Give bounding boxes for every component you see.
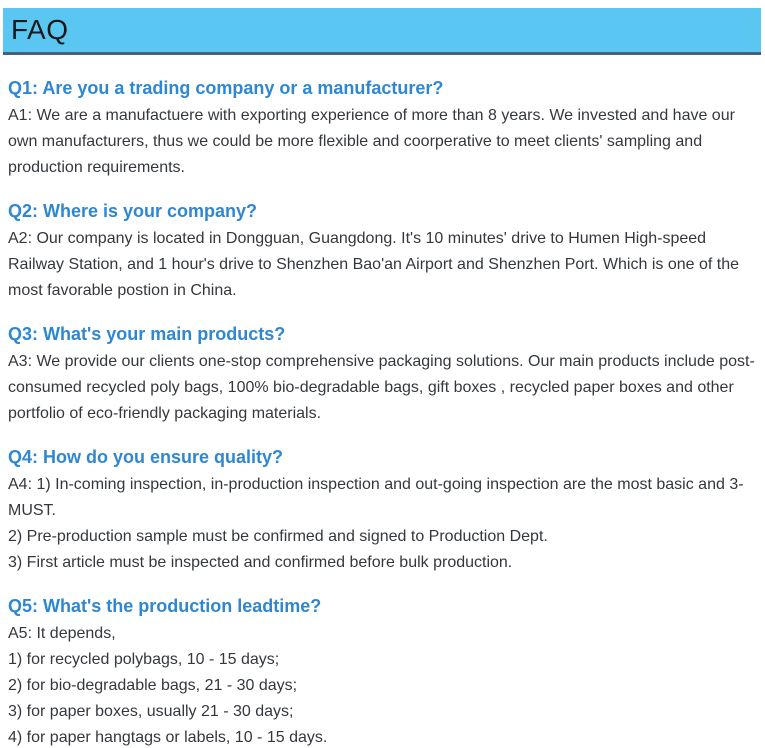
faq-item-4 — [8, 446, 757, 576]
faq-item-2 — [8, 200, 757, 304]
faq-item-3 — [8, 323, 757, 427]
faq-answer-5-line-4: 3) for paper boxes, usually 21 - 30 days; — [8, 703, 294, 720]
faq-question-2: Q2: Where is your company? — [8, 201, 258, 221]
faq-section-title: FAQ — [11, 14, 69, 45]
faq-question-5: Q5: What's the production leadtime? — [8, 596, 322, 616]
faq-answer-4-line-3: 3) First article must be inspected and confirmed before bulk production. — [8, 554, 513, 571]
faq-answer-4-line-2: 2) Pre-production sample must be confirmed and signed to Production Dept. — [8, 528, 548, 545]
faq-item-1 — [8, 77, 757, 181]
faq-answer-5-line-5: 4) for paper hangtags or labels, 10 - 15 days. — [8, 729, 328, 746]
faq-answer-5-line-1: A5: It depends, — [8, 625, 116, 642]
faq-answer-5-line-3: 2) for bio-degradable bags, 21 - 30 days; — [8, 677, 298, 694]
faq-section-header — [3, 8, 761, 55]
faq-answer-4-line-1: A4: 1) In-coming inspection, in-production inspection and out-going inspection are the most basic and 3-MUST. — [8, 476, 744, 519]
faq-content — [0, 55, 765, 748]
faq-question-1: Q1: Are you a trading company or a manufacturer? — [8, 78, 444, 98]
faq-item-5 — [8, 595, 757, 748]
faq-answer-3: A3: We provide our clients one-stop comprehensive packaging solutions. Our main products include post-consumed recycled poly bags, 100% bio-degradable bags, gift boxes , recycled paper boxes and other portfolio of eco-friendly packaging materials. — [8, 353, 755, 422]
faq-answer-2: A2: Our company is located in Dongguan, Guangdong. It's 10 minutes' drive to Humen High-speed Railway Station, and 1 hour's drive to Shenzhen Bao'an Airport and Shenzhen Port. Which is one of the most favorable postion in China. — [8, 230, 739, 299]
faq-answer-1: A1: We are a manufactuere with exporting experience of more than 8 years. We invested and have our own manufacturers, thus we could be more flexible and coorperative to meet clients' sampling and production requirements. — [8, 107, 735, 176]
faq-answer-5-line-2: 1) for recycled polybags, 10 - 15 days; — [8, 651, 280, 668]
faq-question-3: Q3: What's your main products? — [8, 324, 286, 344]
faq-question-4: Q4: How do you ensure quality? — [8, 447, 284, 467]
